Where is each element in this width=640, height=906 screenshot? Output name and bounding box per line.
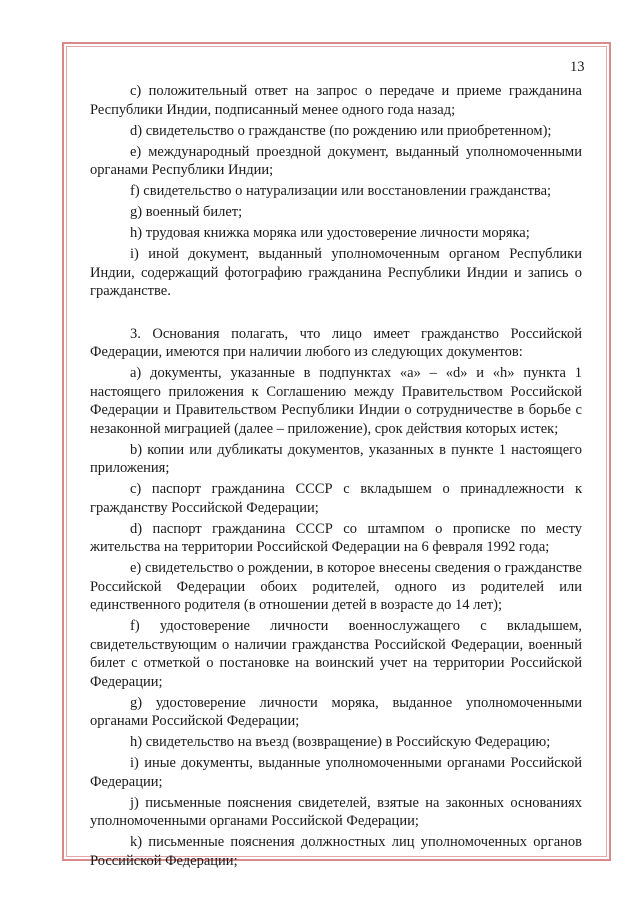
item-h-seaman-book: h) трудовая книжка моряка или удостоверение личности моряка; — [130, 225, 530, 241]
item-d-ussr-passport-stamp: d) паспорт гражданина СССР со штампом о прописке по месту жительства на территории Российской Федерации на 6 февраля 1992 года; — [90, 520, 582, 555]
item-c-ussr-passport-insert: c) паспорт гражданина СССР с вкладышем о принадлежности к гражданству Российской Федерации; — [90, 481, 582, 516]
item-k-official-statements: k) письменные пояснения должностных лиц уполномоченных органов Российской Федерации; — [90, 834, 582, 869]
item-e-travel-document: e) международный проездной документ, выданный уполномоченными органами Республики Индии; — [90, 143, 582, 178]
item-a-expired-documents: a) документы, указанные в подпунктах «а» – «d» и «h» пункта 1 настоящего приложения к Соглашению между Правительством Российской Федерации и Правительством Республики Индии о сотрудничестве в борьбе с незаконной миграцией (далее – приложение), срок действия которых истек; — [90, 365, 582, 437]
document-body — [90, 82, 582, 873]
item-f-naturalization-certificate: f) свидетельство о натурализации или восстановлении гражданства; — [130, 183, 552, 199]
page-number: 13 — [570, 59, 585, 75]
item-f-serviceman-id: f) удостоверение личности военнослужащего с вкладышем, свидетельствующим о наличии гражданства Российской Федерации, военный билет с отметкой о постановке на воинский учет на территории Российской Федерации; — [90, 618, 582, 690]
item-c-positive-response: c) положительный ответ на запрос о передаче и приеме гражданина Республики Индии, подписанный менее одного года назад; — [90, 83, 582, 118]
item-j-witness-statements: j) письменные пояснения свидетелей, взятые на законных основаниях уполномоченными органами Российской Федерации; — [90, 794, 582, 829]
section-3-heading: 3. Основания полагать, что лицо имеет гражданство Российской Федерации, имеются при наличии любого из следующих документов: — [90, 325, 582, 360]
item-d-citizenship-certificate: d) свидетельство о гражданстве (по рождению или приобретенном); — [130, 122, 552, 139]
item-b-copies-duplicates: b) копии или дубликаты документов, указанных в пункте 1 настоящего приложения; — [90, 441, 582, 476]
item-g-military-id: g) военный билет; — [130, 204, 243, 220]
item-i-other-document: i) иной документ, выданный уполномоченным органом Республики Индии, содержащий фотографию гражданина Республики Индии и запись о гражданстве. — [90, 246, 582, 299]
item-e-birth-certificate: e) свидетельство о рождении, в которое внесены сведения о гражданстве Российской Федерации обоих родителей, одного из родителей или единственного родителя (в отношении детей в возрасте до 14 лет); — [90, 560, 582, 613]
item-g-seaman-id: g) удостоверение личности моряка, выданное уполномоченными органами Российской Федерации; — [90, 694, 582, 729]
item-i-other-documents: i) иные документы, выданные уполномоченными органами Российской Федерации; — [90, 755, 582, 790]
item-h-entry-certificate: h) свидетельство на въезд (возвращение) в Российскую Федерацию; — [130, 734, 551, 750]
